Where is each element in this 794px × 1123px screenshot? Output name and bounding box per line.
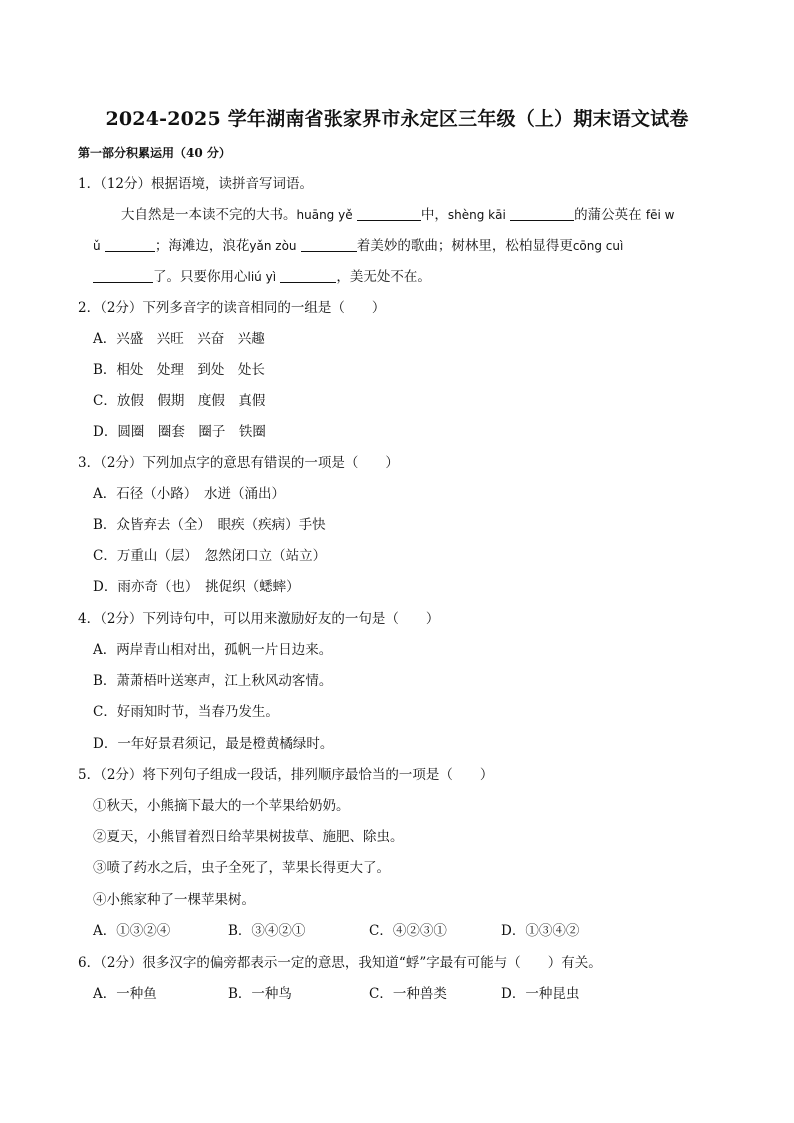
- question-1-passage-line-2: [93, 237, 623, 255]
- question-4-stem: 4．（2分）下列诗句中，可以用来激励好友的一句是（ ）: [78, 611, 440, 627]
- question-6-option-d[interactable]: D．一种昆虫: [501, 986, 580, 1002]
- question-6-stem: 6．（2分）很多汉字的偏旁都表示一定的意思，我知道“蜉”字最有可能与（ ）有关。: [78, 955, 602, 971]
- question-2-option-b[interactable]: B．相处 处理 到处 处长: [93, 362, 265, 378]
- pinyin-4: yǎn zòu: [249, 239, 297, 253]
- question-2-option-c[interactable]: C．放假 假期 度假 真假: [93, 393, 266, 409]
- answer-blank-3[interactable]: [105, 238, 155, 252]
- question-5-option-c[interactable]: C．④②③①: [369, 923, 447, 939]
- question-6-option-a[interactable]: A．一种鱼: [93, 986, 157, 1002]
- question-5-sentence-4: ④小熊家种了一棵苹果树。: [93, 892, 255, 908]
- passage-text: 了。只要你用心: [153, 269, 248, 285]
- passage-text: ，美无处不在。: [336, 269, 431, 285]
- question-5-option-b[interactable]: B．③④②①: [228, 923, 306, 939]
- passage-text: 大自然是一本读不完的大书。: [121, 207, 297, 223]
- question-3-option-b[interactable]: B．众皆弃去（全） 眼疾（疾病）手快: [93, 517, 326, 533]
- question-1-passage-line-3: [93, 268, 431, 286]
- pinyin-5: cōng cuì: [572, 239, 624, 253]
- question-2-option-a[interactable]: A．兴盛 兴旺 兴奋 兴趣: [93, 331, 265, 347]
- passage-text: ；海滩边，浪花: [154, 238, 250, 254]
- question-6-options: [93, 985, 653, 1003]
- pinyin-2: shèng kāi: [447, 208, 506, 222]
- question-5-sentence-2: ②夏天，小熊冒着烈日给苹果树拔草、施肥、除虫。: [93, 829, 404, 845]
- question-5-option-a[interactable]: A．①③②④: [93, 923, 171, 939]
- question-3-option-c[interactable]: C．万重山（层） 忽然闭口立（站立）: [93, 548, 327, 564]
- question-4-option-d[interactable]: D．一年好景君须记，最是橙黄橘绿时。: [93, 736, 334, 752]
- question-4-option-b[interactable]: B．萧萧梧叶送寒声，江上秋风动客情。: [93, 673, 333, 689]
- question-5-sentence-3: ③喷了药水之后，虫子全死了，苹果长得更大了。: [93, 860, 390, 876]
- answer-blank-2[interactable]: [510, 207, 574, 221]
- answer-blank-1[interactable]: [357, 207, 421, 221]
- question-3-option-d[interactable]: D．雨亦奇（也） 挑促织（蟋蟀）: [93, 579, 300, 595]
- question-4-option-a[interactable]: A．两岸青山相对出，孤帆一片日边来。: [93, 642, 333, 658]
- question-1-passage-line-1: [121, 206, 674, 224]
- passage-text: 中，: [420, 207, 448, 223]
- question-3-option-a[interactable]: A．石径（小路） 水迸（涌出）: [93, 486, 285, 502]
- question-4-option-c[interactable]: C．好雨知时节，当春乃发生。: [93, 704, 279, 720]
- question-3-stem: 3．（2分）下列加点字的意思有错误的一项是（ ）: [78, 455, 399, 471]
- pinyin-1: huāng yě: [296, 208, 353, 222]
- pinyin-3: fēi w: [645, 208, 675, 222]
- question-5-option-d[interactable]: D．①③④②: [501, 923, 580, 939]
- answer-blank-6[interactable]: [280, 269, 336, 283]
- answer-blank-5[interactable]: [93, 269, 153, 283]
- question-5-sentence-1: ①秋天，小熊摘下最大的一个苹果给奶奶。: [93, 798, 350, 814]
- question-1-stem: 1．（12分）根据语境，读拼音写词语。: [78, 176, 314, 192]
- answer-blank-4[interactable]: [301, 238, 357, 252]
- section-heading: 第一部分积累运用（40 分）: [78, 146, 231, 160]
- question-5-options: [93, 922, 653, 940]
- passage-text: 的蒲公英在: [574, 207, 642, 223]
- question-5-stem: 5．（2分）将下列句子组成一段话，排列顺序最恰当的一项是（ ）: [78, 767, 494, 783]
- question-6-option-b[interactable]: B．一种鸟: [228, 986, 292, 1002]
- question-6-option-c[interactable]: C．一种兽类: [369, 986, 447, 1002]
- exam-title: 2024-2025 学年湖南省张家界市永定区三年级（上）期末语文试卷: [105, 108, 689, 130]
- question-2-stem: 2．（2分）下列多音字的读音相同的一组是（ ）: [78, 300, 386, 316]
- question-2-option-d[interactable]: D．圆圈 圈套 圈子 铁圈: [93, 424, 266, 440]
- pinyin-6: liú yì: [247, 270, 277, 284]
- passage-text: 着美妙的歌曲；树林里，松柏显得更: [356, 238, 573, 254]
- pinyin-3-cont: ǔ: [93, 239, 101, 253]
